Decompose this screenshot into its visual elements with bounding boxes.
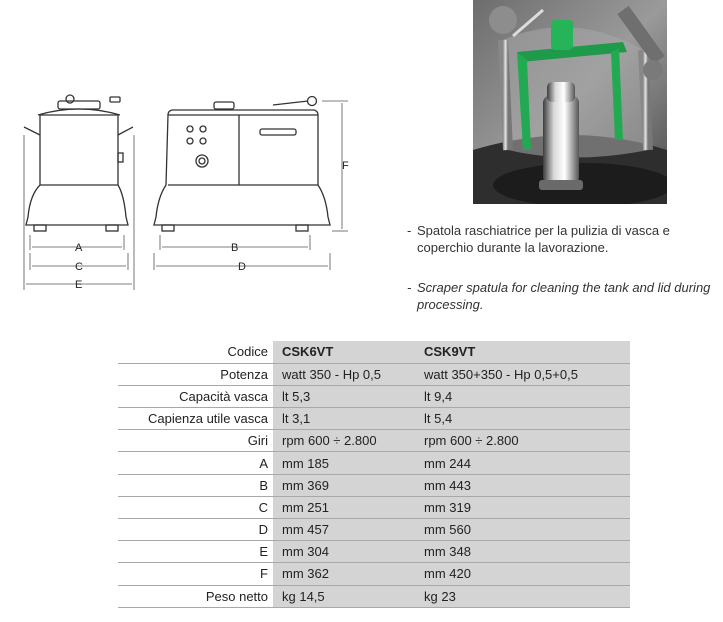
row-value-model-2: rpm 600 ÷ 2.800 <box>418 430 630 452</box>
row-value-model-2: mm 560 <box>418 519 630 541</box>
side-view-body <box>154 115 330 225</box>
front-view-lid <box>38 109 120 115</box>
header-model-1: CSK6VT <box>273 341 418 363</box>
row-label: Capacità vasca <box>118 385 273 407</box>
row-label: Capienza utile vasca <box>118 408 273 430</box>
caption-dash: - <box>407 280 412 295</box>
table-row <box>118 385 630 407</box>
table-row <box>118 408 630 430</box>
caption-dash: - <box>407 223 412 238</box>
row-value-model-2: watt 350+350 - Hp 0,5+0,5 <box>418 363 630 385</box>
spec-table <box>118 341 630 608</box>
row-value-model-2: mm 348 <box>418 541 630 563</box>
scraper-spatula-photo <box>473 0 667 204</box>
row-label: F <box>118 563 273 585</box>
caption-text: Spatola raschiatrice per la pulizia di vasca e coperchio durante la lavorazione. <box>417 223 670 255</box>
table-header-row <box>118 341 630 363</box>
row-label: Potenza <box>118 363 273 385</box>
row-label: B <box>118 474 273 496</box>
row-value-model-1: lt 5,3 <box>273 385 418 407</box>
table-row <box>118 363 630 385</box>
row-label: D <box>118 519 273 541</box>
caption-english <box>407 279 723 313</box>
front-view-body <box>26 115 128 225</box>
row-value-model-2: mm 420 <box>418 563 630 585</box>
row-value-model-1: rpm 600 ÷ 2.800 <box>273 430 418 452</box>
row-value-model-1: mm 362 <box>273 563 418 585</box>
row-value-model-1: mm 457 <box>273 519 418 541</box>
row-value-model-2: kg 23 <box>418 585 630 607</box>
table-row <box>118 519 630 541</box>
row-value-model-1: watt 350 - Hp 0,5 <box>273 363 418 385</box>
row-value-model-1: mm 251 <box>273 496 418 518</box>
table-row <box>118 563 630 585</box>
caption-italian <box>407 222 723 256</box>
row-value-model-1: mm 369 <box>273 474 418 496</box>
row-value-model-1: mm 304 <box>273 541 418 563</box>
dim-label-f: F <box>342 160 349 172</box>
dim-label-e: E <box>75 279 83 291</box>
row-value-model-1: kg 14,5 <box>273 585 418 607</box>
table-row <box>118 430 630 452</box>
row-label: A <box>118 452 273 474</box>
row-label: Peso netto <box>118 585 273 607</box>
header-model-2: CSK9VT <box>418 341 630 363</box>
table-row <box>118 541 630 563</box>
table-row <box>118 474 630 496</box>
dimension-drawing <box>18 85 363 295</box>
dim-label-a: A <box>75 242 83 254</box>
header-label: Codice <box>118 341 273 363</box>
row-value-model-2: mm 319 <box>418 496 630 518</box>
row-value-model-2: lt 9,4 <box>418 385 630 407</box>
row-label: E <box>118 541 273 563</box>
row-value-model-2: mm 244 <box>418 452 630 474</box>
dim-label-d: D <box>238 261 246 273</box>
row-value-model-2: lt 5,4 <box>418 408 630 430</box>
row-label: Giri <box>118 430 273 452</box>
row-label: C <box>118 496 273 518</box>
row-value-model-1: lt 3,1 <box>273 408 418 430</box>
row-value-model-1: mm 185 <box>273 452 418 474</box>
table-row <box>118 452 630 474</box>
table-row <box>118 496 630 518</box>
dim-label-b: B <box>231 242 239 254</box>
dim-label-c: C <box>75 261 83 273</box>
table-row <box>118 585 630 607</box>
row-value-model-2: mm 443 <box>418 474 630 496</box>
caption-text: Scraper spatula for cleaning the tank and lid during processing. <box>417 280 711 312</box>
